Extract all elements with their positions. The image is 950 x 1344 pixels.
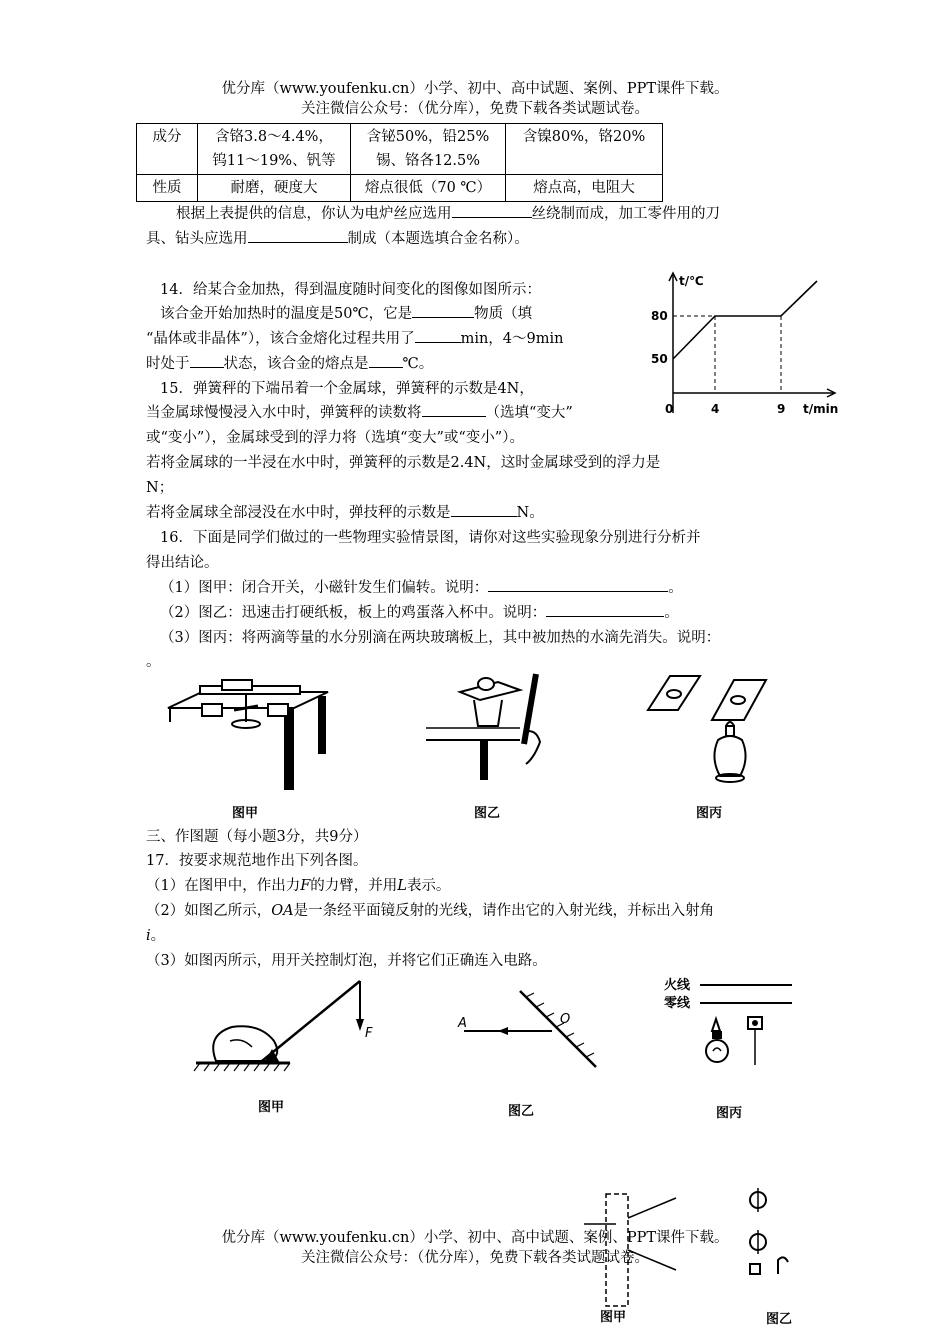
table-cell-line: 锡、铬各12.5%	[375, 153, 481, 169]
q17-part3: （3）如图丙所示，用开关控制灯泡，并将它们正确连入电路。	[146, 953, 547, 969]
plane-mirror	[520, 991, 596, 1067]
x-tick-label: 4	[711, 402, 720, 416]
q13-line2	[146, 227, 529, 251]
terminal	[268, 704, 288, 716]
table-cell-line: 含铋50%，铅25%	[366, 129, 490, 145]
y-tick-label: 80	[651, 309, 668, 323]
answer-blank[interactable]	[248, 228, 348, 243]
answer-blank[interactable]	[415, 328, 461, 343]
glass-cup	[474, 700, 502, 726]
table-cell	[198, 124, 351, 175]
answer-blank[interactable]	[190, 353, 224, 368]
point-o-label: O	[560, 1012, 571, 1027]
q13-line1	[176, 202, 720, 226]
q13-text: 制成（本题选填合金名称）。	[347, 231, 529, 247]
table-cell: 含镍80%，铬20%	[506, 124, 663, 175]
figure-caption: 图乙	[474, 806, 501, 821]
table-leg	[318, 696, 326, 754]
x-axis-label: t/min	[803, 402, 839, 416]
answer-blank[interactable]	[452, 203, 532, 218]
lamp-socket	[712, 1031, 722, 1039]
q16-part3-end: 。	[146, 654, 161, 670]
q16-text: 。	[664, 605, 679, 621]
section3-title: 三、作图题（每小题3分，共9分）	[146, 829, 368, 845]
q14-line3	[146, 327, 563, 351]
figure-bing-water	[640, 668, 780, 798]
q17-text: 表示。	[406, 878, 451, 894]
battery	[222, 680, 252, 690]
figure-caption: 图乙	[766, 1312, 793, 1327]
answer-blank[interactable]	[451, 502, 517, 517]
figure-caption: 图甲	[600, 1310, 627, 1325]
table-cell: 性质	[137, 175, 198, 202]
q17-text: 。	[150, 928, 166, 944]
figure-caption: 图乙	[508, 1104, 535, 1119]
table-leg	[284, 708, 294, 790]
answer-blank[interactable]	[488, 577, 668, 592]
q17-text: 的力臂，并用	[310, 878, 398, 894]
water-drop	[731, 696, 745, 704]
q17-part2	[146, 899, 714, 923]
q16-line2: 得出结论。	[146, 555, 219, 571]
q15-text: N。	[516, 505, 544, 521]
answer-blank[interactable]	[546, 602, 664, 617]
q17-var: i	[146, 928, 151, 944]
q13-text: 具、钻头应选用	[146, 231, 248, 247]
q15-text: 若将金属球全部浸没在水中时，弹技秤的示数是	[146, 505, 451, 521]
q17-title: 17．按要求规范地作出下列各图。	[146, 853, 368, 869]
q16-text: （2）图乙：迅速击打硬纸板，板上的鸡蛋落入杯中。说明：	[160, 605, 547, 621]
q16-part3: （3）图丙：将两滴等量的水分别滴在两块玻璃板上，其中被加热的水滴先消失。说明：	[160, 630, 721, 646]
answer-blank[interactable]	[369, 353, 403, 368]
q17-var: OA	[271, 903, 294, 919]
figure-bing-circuit	[660, 975, 800, 1085]
force-arrowhead	[356, 1019, 364, 1031]
origin-label: 0	[665, 402, 674, 416]
q17-var: L	[397, 878, 407, 894]
figure-caption: 图甲	[232, 806, 259, 821]
live-wire-label: 火线	[664, 978, 691, 993]
q16-text: （1）图甲：闭合开关，小磁针发生们偏转。说明：	[160, 580, 489, 596]
q16-text: 。	[668, 580, 683, 596]
q15-text: 当金属球慢慢浸入水中时，弹簧秤的读数将	[146, 405, 422, 421]
q16-line1: 16．下面是同学们做过的一些物理实验情景图，请你对这些实验现象分别进行分析并	[160, 530, 701, 546]
answer-blank[interactable]	[412, 303, 474, 318]
table-leg	[480, 740, 488, 780]
q14-text: 物质（填	[474, 306, 533, 322]
q14-text: “晶体或非晶体”），该合金熔化过程共用了	[146, 331, 415, 347]
y-tick-label: 50	[651, 352, 668, 366]
figure-yi-egg	[420, 668, 560, 798]
switch	[202, 704, 222, 716]
table-cell: 成分	[137, 124, 198, 175]
q14-text: min，4～9min	[460, 331, 564, 347]
q17-text: 是一条经平面镜反射的光线，请作出它的入射光线，并标出入射角	[293, 903, 715, 919]
table-cell: 熔点很低（70 ℃）	[351, 175, 506, 202]
q17-text: （1）在图甲中，作出力	[146, 878, 301, 894]
water-drop	[667, 690, 681, 698]
q14-line1: 14．给某合金加热，得到温度随时间变化的图像如图所示：	[160, 282, 541, 298]
point-a-label: A	[458, 1016, 467, 1031]
q15-line4: 若将金属球的一半浸在水中时，弹簧秤的示数是2.4N，这时金属球受到的浮力是	[146, 455, 661, 471]
magnetic-needle	[234, 706, 258, 710]
q17-part1	[146, 874, 450, 898]
glass-plate	[648, 676, 700, 710]
q15-line5: N；	[146, 480, 174, 496]
table-row	[137, 124, 663, 175]
q15-line1: 15．弹簧秤的下端吊着一个金属球，弹簧秤的示数是4N，	[160, 381, 534, 397]
table-cell-line: 含铬3.8～4.4%，	[215, 129, 333, 145]
q17-var: F	[300, 878, 311, 894]
q16-part1	[160, 576, 683, 600]
page-footer-line2: 关注微信公众号：（优分库），免费下载各类试题试卷。	[301, 1250, 649, 1266]
switch-knob	[752, 1020, 758, 1026]
q14-text: ℃。	[402, 356, 434, 372]
q13-text: 丝绕制而成，加工零件用的刀	[531, 206, 720, 222]
q13-text: 根据上表提供的信息，你认为电炉丝应选用	[176, 206, 452, 222]
figure-caption: 图甲	[258, 1100, 285, 1115]
lever-bar	[262, 981, 360, 1061]
figure-caption: 图丙	[716, 1106, 743, 1121]
ray-arrowhead	[498, 1027, 508, 1035]
figure-jia-lever	[190, 975, 390, 1075]
force-label: F	[365, 1026, 373, 1041]
table-row	[137, 175, 663, 202]
table-cell: 耐磨，硬度大	[198, 175, 351, 202]
page-header-line1: 优分库（www.youfenku.cn）小学、初中、高中试题、案例、PPT课件下载。	[221, 81, 729, 97]
q14-line2	[160, 302, 532, 326]
light-bulb	[706, 1040, 728, 1062]
page-footer-line1: 优分库（www.youfenku.cn）小学、初中、高中试题、案例、PPT课件下载。	[221, 1230, 729, 1246]
figure-caption: 图丙	[696, 806, 723, 821]
y-axis-label: t/℃	[679, 274, 704, 288]
q15-line3: 或“变小”），金属球受到的浮力将（选填“变大”或“变小”）。	[146, 430, 524, 446]
lamp-wick	[726, 726, 734, 736]
q15-text: （选填“变大”	[485, 405, 573, 421]
glass-plate	[712, 680, 766, 720]
q14-text: 该合金开始加热时的温度是50℃，它是	[160, 306, 413, 322]
table-cell-line: 钨11～19%、钒等	[212, 153, 336, 169]
q17-text: （2）如图乙所示，	[146, 903, 272, 919]
table-cell: 熔点高，电阻大	[506, 175, 663, 202]
q16-part2	[160, 601, 679, 625]
table-cell	[351, 124, 506, 175]
q15-line2	[146, 401, 573, 425]
answer-blank[interactable]	[422, 402, 486, 417]
egg	[478, 678, 494, 690]
figure-jia-magnet	[160, 670, 340, 800]
lamp-holder	[712, 1019, 720, 1031]
q15-line6	[146, 501, 544, 525]
q14-line4	[146, 352, 433, 376]
q14-text: 状态，该合金的熔点是	[223, 356, 369, 372]
neutral-wire-label: 零线	[664, 996, 691, 1011]
alloy-table	[136, 123, 663, 202]
x-tick-label: 9	[777, 402, 786, 416]
q14-text: 时处于	[146, 356, 190, 372]
temperature-graph	[645, 265, 845, 425]
q17-part2-end	[146, 924, 165, 948]
temperature-curve	[673, 281, 817, 359]
figure-yi-mirror	[450, 985, 610, 1075]
light-ray	[628, 1198, 676, 1218]
page-header-line2: 关注微信公众号：（优分库），免费下载各类试题试卷。	[301, 101, 649, 117]
alcohol-lamp	[714, 736, 745, 776]
